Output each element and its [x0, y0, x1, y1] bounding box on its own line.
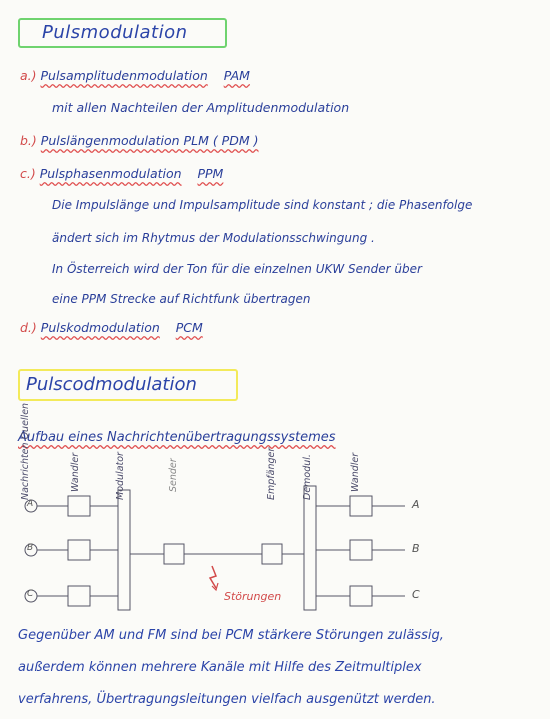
label-receiver: Empfänger [266, 447, 277, 500]
interference-arrow [210, 566, 216, 588]
note-a: mit allen Nachteilen der Amplitudenmodulation [52, 100, 350, 115]
source-marker-c: C [27, 589, 34, 599]
ppm-note-4: eine PPM Strecke auf Richtfunk übertragen [52, 292, 311, 306]
marker-b: b.) [20, 133, 37, 148]
demodulator-bar [304, 486, 316, 610]
marker-a: a.) [20, 68, 37, 83]
label-demodulator: Demodul. [302, 454, 313, 500]
diagram-heading: Aufbau eines Nachrichtenübertragungssystemes [18, 430, 336, 445]
ppm-note-1: Die Impulslänge und Impulsamplitude sind konstant ; die Phasenfolge [52, 198, 473, 212]
title-pulsmodulation: Pulsmodulation [42, 22, 188, 43]
label-converter1: Wandler [70, 452, 81, 492]
converter2-box-b [350, 540, 372, 560]
label-modulator: Modulator [115, 452, 126, 500]
abbr-a: PAM [223, 68, 250, 83]
converter1-box-b [68, 540, 90, 560]
label-interference: Störungen [224, 590, 282, 603]
ppm-note-3: In Österreich wird der Ton für die einzelnen UKW Sender über [52, 262, 422, 276]
marker-c: c.) [20, 166, 36, 181]
ppm-note-2: ändert sich im Rhytmus der Modulationsschwingung . [52, 231, 375, 245]
converter1-box-a [68, 496, 90, 516]
source-marker-a: A [27, 499, 34, 509]
title-pulscodmodulation: Pulscodmodulation [26, 374, 197, 395]
output-marker-c: C [412, 588, 420, 601]
output-marker-b: B [412, 542, 420, 555]
name-c: Pulsphasenmodulation [39, 166, 182, 181]
label-sender: Sender [168, 458, 179, 492]
sender-box [164, 544, 184, 564]
converter1-box-c [68, 586, 90, 606]
pcm-text-1: Gegenüber AM und FM sind bei PCM stärkere Störungen zulässig, [18, 628, 444, 643]
name-a: Pulsamplitudenmodulation [40, 68, 208, 83]
source-marker-b: B [27, 543, 34, 553]
name-d: Pulskodmodulation [40, 320, 160, 335]
label-sources: Nachrichten Quellen [20, 402, 31, 500]
name-b: Pulslängenmodulation PLM ( PDM ) [40, 133, 259, 148]
output-marker-a: A [412, 498, 420, 511]
label-converter2: Wandler [350, 452, 361, 492]
modulator-bar [118, 490, 130, 610]
abbr-c: PPM [197, 166, 224, 181]
marker-d: d.) [20, 320, 37, 335]
converter2-box-c [350, 586, 372, 606]
abbr-d: PCM [175, 320, 203, 335]
pcm-text-3: verfahrens, Übertragungsleitungen vielfach ausgenützt werden. [18, 692, 436, 707]
receiver-box [262, 544, 282, 564]
converter2-box-a [350, 496, 372, 516]
pcm-text-2: außerdem können mehrere Kanäle mit Hilfe des Zeitmultiplex [18, 660, 422, 675]
